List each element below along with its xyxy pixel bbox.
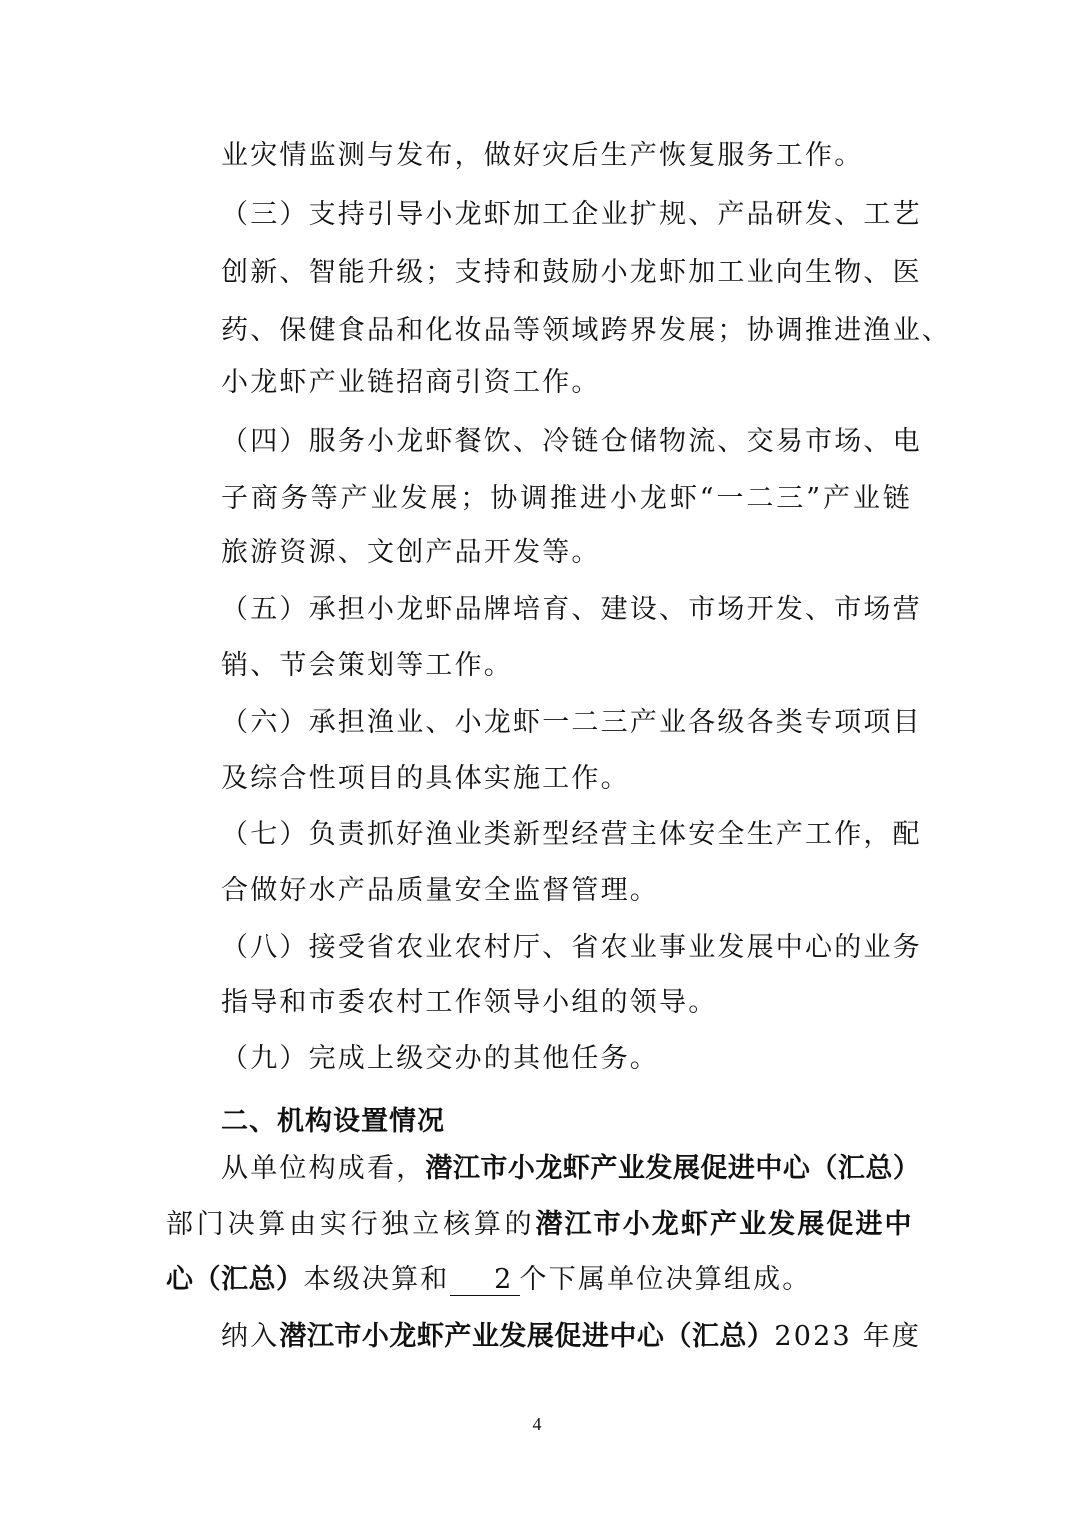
unit-name: 心（汇总） bbox=[166, 1264, 304, 1295]
text-line: （八）接受省农业农村厅、省农业事业发展中心的业务 bbox=[221, 932, 922, 963]
text-line: （九）完成上级交办的其他任务。 bbox=[221, 1043, 659, 1074]
text-line: （六）承担渔业、小龙虾一二三产业各级各类专项项目 bbox=[221, 707, 922, 738]
unit-name: 潜江市小龙虾产业发展促进中心（汇总） bbox=[279, 1321, 775, 1352]
fill-in-blank: 2 bbox=[450, 1265, 520, 1296]
text-line: 创新、智能升级；支持和鼓励小龙虾加工业向生物、医 bbox=[221, 257, 922, 288]
text-line: 小龙虾产业链招商引资工作。 bbox=[221, 367, 601, 398]
text-line: （三）支持引导小龙虾加工企业扩规、产品研发、工艺 bbox=[221, 199, 922, 230]
text-line: 从单位构成看，潜江市小龙虾产业发展促进中心（汇总） bbox=[221, 1153, 921, 1184]
text-line: 部门决算由实行独立核算的潜江市小龙虾产业发展促进中 bbox=[166, 1209, 912, 1240]
text-line: 药、保健食品和化妆品等领域跨界发展；协调推进渔业、 bbox=[221, 315, 951, 346]
text-line: 子商务等产业发展；协调推进小龙虾“一二三”产业链 bbox=[221, 483, 912, 514]
text-line: 旅游资源、文创产品开发等。 bbox=[221, 537, 601, 568]
text-line: 纳入潜江市小龙虾产业发展促进中心（汇总）2023 年度 bbox=[221, 1321, 922, 1352]
text-line: 合做好水产品质量安全监督管理。 bbox=[221, 875, 659, 906]
unit-name: 潜江市小龙虾产业发展促进中心（汇总） bbox=[425, 1153, 921, 1184]
unit-name: 潜江市小龙虾产业发展促进中 bbox=[535, 1209, 912, 1240]
text-line: （七）负责抓好渔业类新型经营主体安全生产工作，配 bbox=[221, 819, 922, 850]
text-line: （四）服务小龙虾餐饮、冷链仓储物流、交易市场、电 bbox=[221, 426, 922, 457]
text-line: （五）承担小龙虾品牌培育、建设、市场开发、市场营 bbox=[221, 594, 922, 625]
text-line: 销、节会策划等工作。 bbox=[221, 650, 513, 681]
text-line: 业灾情监测与发布，做好灾后生产恢复服务工作。 bbox=[221, 140, 864, 171]
text-line: 及综合性项目的具体实施工作。 bbox=[221, 763, 630, 794]
text-line: 指导和市委农村工作领导小组的领导。 bbox=[221, 987, 718, 1018]
text-line: 心（汇总）本级决算和 2 个下属单位决算组成。 bbox=[166, 1264, 812, 1295]
page-number: 4 bbox=[532, 1414, 542, 1434]
section-heading: 二、机构设置情况 bbox=[221, 1106, 445, 1137]
